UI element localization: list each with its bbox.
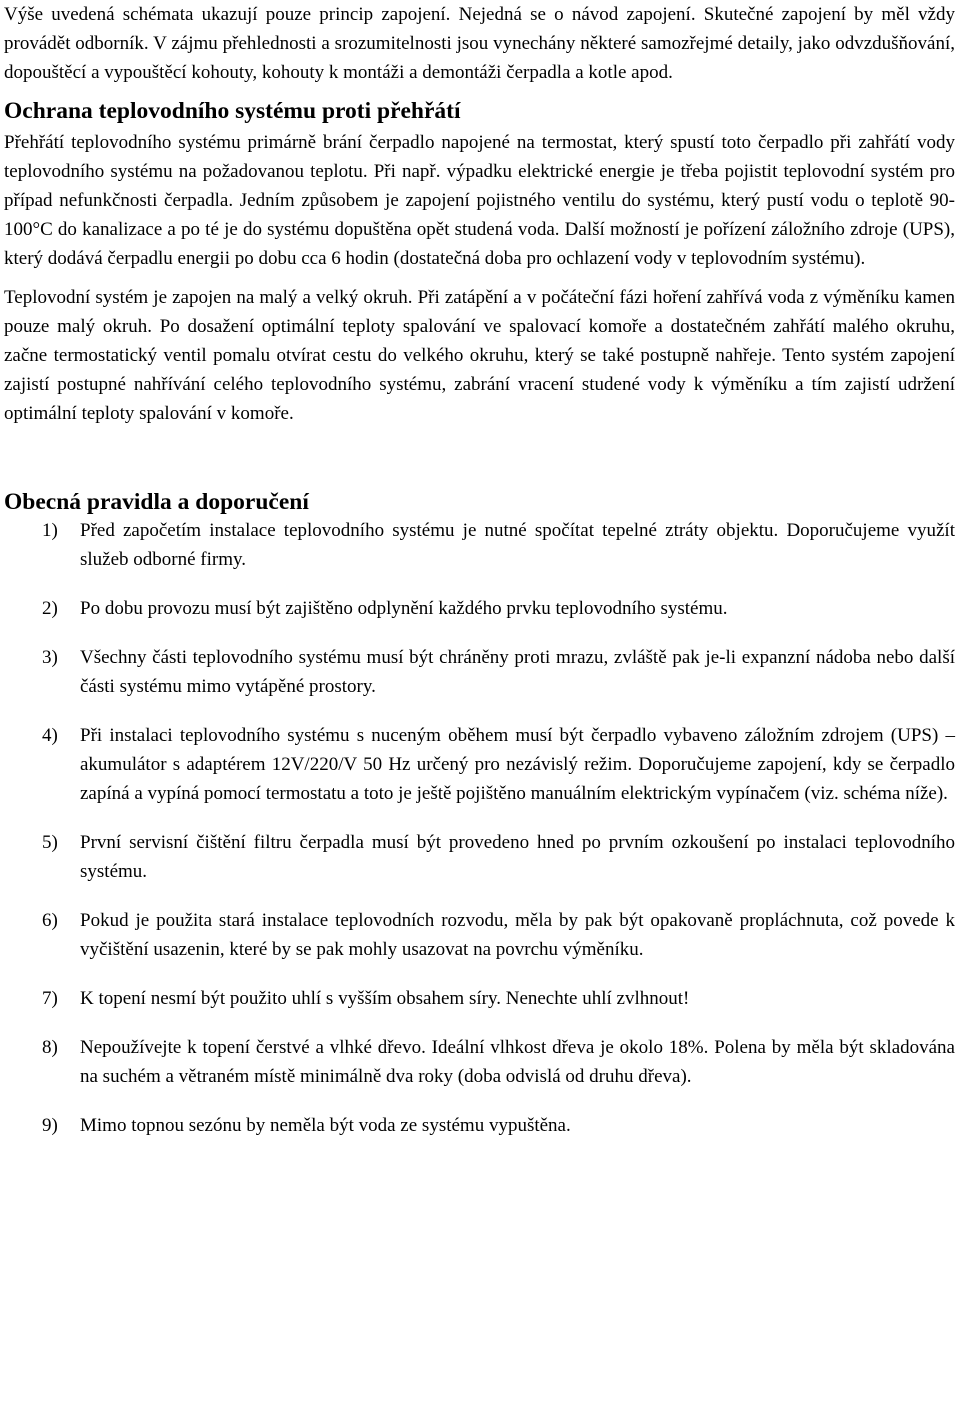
- rule-item-5: [4, 828, 955, 886]
- rule-text: Před započetím instalace teplovodního systému je nutné spočítat tepelné ztráty objektu. Doporučujeme využít služeb odborné firmy.: [80, 520, 955, 570]
- rule-number: 3): [42, 647, 58, 668]
- intro-paragraph: Výše uvedená schémata ukazují pouze princip zapojení. Nejedná se o návod zapojení. Skutečné zapojení by měl vždy provádět odborník. V zájmu přehlednosti a srozumitelnosti jsou vynechány některé samozřejmé detaily, jako odvzdušňování, dopouštěcí a vypouštěcí kohouty, kohouty k montáži a demontáži čerpadla a kotle apod.: [4, 4, 955, 83]
- rule-text: Mimo topnou sezónu by neměla být voda ze systému vypuštěna.: [80, 1115, 571, 1136]
- rule-text: K topení nesmí být použito uhlí s vyšším obsahem síry. Nenechte uhlí zvlhnout!: [80, 988, 690, 1009]
- rule-text: Všechny části teplovodního systému musí být chráněny proti mrazu, zvláště pak je-li expanzní nádoba nebo další části systému mimo vytápěné prostory.: [80, 647, 955, 697]
- rules-list: [4, 516, 955, 1140]
- rule-text: Nepoužívejte k topení čerstvé a vlhké dřevo. Ideální vlhkost dřeva je okolo 18%. Polena by měla být skladována na suchém a větraném místě minimálně dva roky (doba odvislá od druhu dřeva).: [80, 1037, 955, 1087]
- rule-item-7: [4, 984, 955, 1013]
- rule-text: Po dobu provozu musí být zajištěno odplynění každého prvku teplovodního systému.: [80, 598, 728, 619]
- rule-number: 6): [42, 910, 58, 931]
- rule-item-4: [4, 721, 955, 808]
- overheat-paragraph-2: Teplovodní systém je zapojen na malý a velký okruh. Při zatápění a v počáteční fázi hoření zahřívá voda z výměníku kamen pouze malý okruh. Po dosažení optimální teploty spalování ve spalovací komoře a dostatečném zahřátí malého okruhu, začne termostatický ventil pomalu otvírat cestu do velkého okruhu, který se také postupně nahřeje. Tento systém zapojení zajistí postupné nahřívání celého teplovodního systému, zabrání vracení studené vody k výměníku a tím zajistí udržení optimální teploty spalování v komoře.: [4, 287, 955, 424]
- rule-text: První servisní čištění filtru čerpadla musí být provedeno hned po prvním ozkoušení po instalaci teplovodního systému.: [80, 832, 955, 882]
- rule-item-3: [4, 643, 955, 701]
- rule-number: 1): [42, 520, 58, 541]
- rule-number: 8): [42, 1037, 58, 1058]
- rule-number: 2): [42, 598, 58, 619]
- rule-item-1: [4, 516, 955, 574]
- rule-item-2: [4, 594, 955, 623]
- rule-text: Pokud je použita stará instalace teplovodních rozvodu, měla by pak být opakovaně propláchnuta, což povede k vyčištění usazenin, které by se pak mohly usazovat na povrchu výměníku.: [80, 910, 955, 960]
- rule-number: 4): [42, 725, 58, 746]
- rule-number: 9): [42, 1115, 58, 1136]
- rule-item-6: [4, 906, 955, 964]
- rule-item-8: [4, 1033, 955, 1091]
- rule-number: 5): [42, 832, 58, 853]
- overheat-heading: Ochrana teplovodního systému proti přehřátí: [4, 98, 461, 124]
- rule-item-9: [4, 1111, 955, 1140]
- rule-text: Při instalaci teplovodního systému s nuceným oběhem musí být čerpadlo vybaveno záložním zdrojem (UPS) – akumulátor s adaptérem 12V/220/V 50 Hz určený pro nezávislý režim. Doporučujeme zapojení, kdy se čerpadlo zapíná a vypíná pomocí termostatu a toto je ještě pojištěno manuálním elektrickým vypínačem (viz. schéma níže).: [80, 725, 955, 804]
- overheat-paragraph-1: Přehřátí teplovodního systému primárně brání čerpadlo napojené na termostat, který spustí toto čerpadlo při zahřátí vody teplovodního systému na požadovanou teplotu. Při např. výpadku elektrické energie je třeba pojistit teplovodní systém pro případ nefunkčnosti čerpadla. Jedním způsobem je zapojení pojistného ventilu do systému, který pustí vodu o teplotě 90-100°C do kanalizace a po té je do systému dopuštěna opět studená voda. Další možností je pořízení záložního zdroje (UPS), který dodává čerpadlu energii po dobu cca 6 hodin (dostatečná doba pro ochlazení vody v teplovodním systému).: [4, 132, 955, 269]
- rule-number: 7): [42, 988, 58, 1009]
- rules-heading: Obecná pravidla a doporučení: [4, 489, 309, 515]
